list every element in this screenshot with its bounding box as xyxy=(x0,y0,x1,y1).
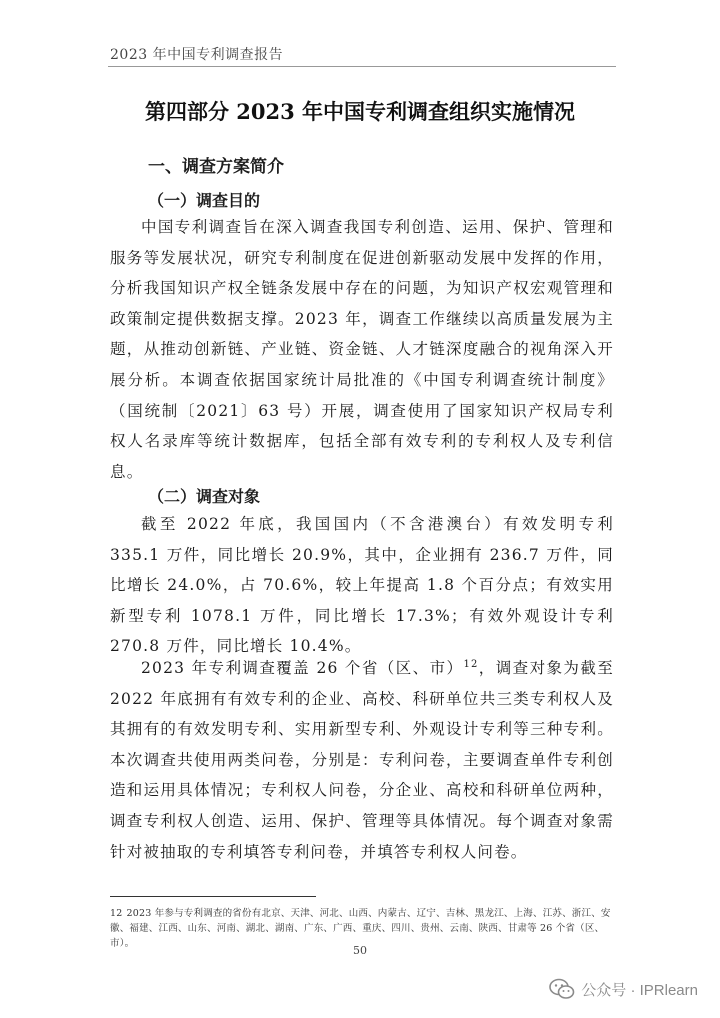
section-heading: 一、调查方案简介 xyxy=(148,157,284,177)
paragraph-2-lead: 2023 年专利调查覆盖 26 个省（区、市） xyxy=(141,659,464,677)
watermark-text: 公众号 · IPRlearn xyxy=(581,981,698,999)
subjects-paragraph-2 xyxy=(110,653,614,867)
footnote-divider xyxy=(110,896,316,897)
page-number: 50 xyxy=(353,944,367,957)
subsection-heading-subjects: （二）调查对象 xyxy=(148,487,261,506)
header-divider xyxy=(108,66,616,67)
page-title: 第四部分 2023 年中国专利调查组织实施情况 xyxy=(144,99,576,124)
paragraph-2-body: ，调查对象为截至 2022 年底拥有有效专利的企业、高校、科研单位共三类专利权人及其拥有的有效发明专利、实用新型专利、外观设计专利等三种专利。本次调查共使用两类问卷，分别是：专利问卷，主要调查单件专利创造和运用具体情况；专利权人问卷，分企业、高校和科研单位两种，调查专利权人创造、运用、保护、管理等具体情况。每个调查对象需针对被抽取的专利填答专利问卷，并填答专利权人问卷。 xyxy=(110,659,614,861)
subsection-heading-purpose: （一）调查目的 xyxy=(148,191,261,210)
watermark xyxy=(549,978,698,1000)
footnote-text: 2023 年参与专利调查的省份有北京、天津、河北、山西、内蒙古、辽宁、吉林、黑龙江、上海、江苏、浙江、安徽、福建、江西、山东、河南、湖北、湖南、广东、广西、重庆、四川、贵州、云南、陕西、甘肃等 26 个省（区、市）。 xyxy=(110,908,611,949)
wechat-icon xyxy=(549,978,575,1000)
footnote-number: 12 xyxy=(110,908,123,919)
subjects-paragraph-1: 截至 2022 年底，我国国内（不含港澳台）有效发明专利 335.1 万件，同比增长 20.9%，其中，企业拥有 236.7 万件，同比增长 24.0%，占 70.6%，较上年提高 1.8 个百分点；有效实用新型专利 1078.1 万件，同比增长 17.3%；有效外观设计专利 270.8 万件，同比增长 10.4%。 xyxy=(110,515,614,656)
running-header: 2023 年中国专利调查报告 xyxy=(110,47,284,63)
footnote-reference[interactable]: 12 xyxy=(463,658,479,670)
purpose-paragraph: 中国专利调查旨在深入调查我国专利创造、运用、保护、管理和服务等发展状况，研究专利制度在促进创新驱动发展中发挥的作用，分析我国知识产权全链条发展中存在的问题，为知识产权宏观管理和政策制定提供数据支撑。2023 年，调查工作继续以高质量发展为主题，从推动创新链、产业链、资金链、人才链深度融合的视角深入开展分析。本调查依据国家统计局批准的《中国专利调查统计制度》（国统制〔2021〕63 号）开展，调查使用了国家知识产权局专利权人名录库等统计数据库，包括全部有效专利的专利权人及专利信息。 xyxy=(110,218,614,481)
